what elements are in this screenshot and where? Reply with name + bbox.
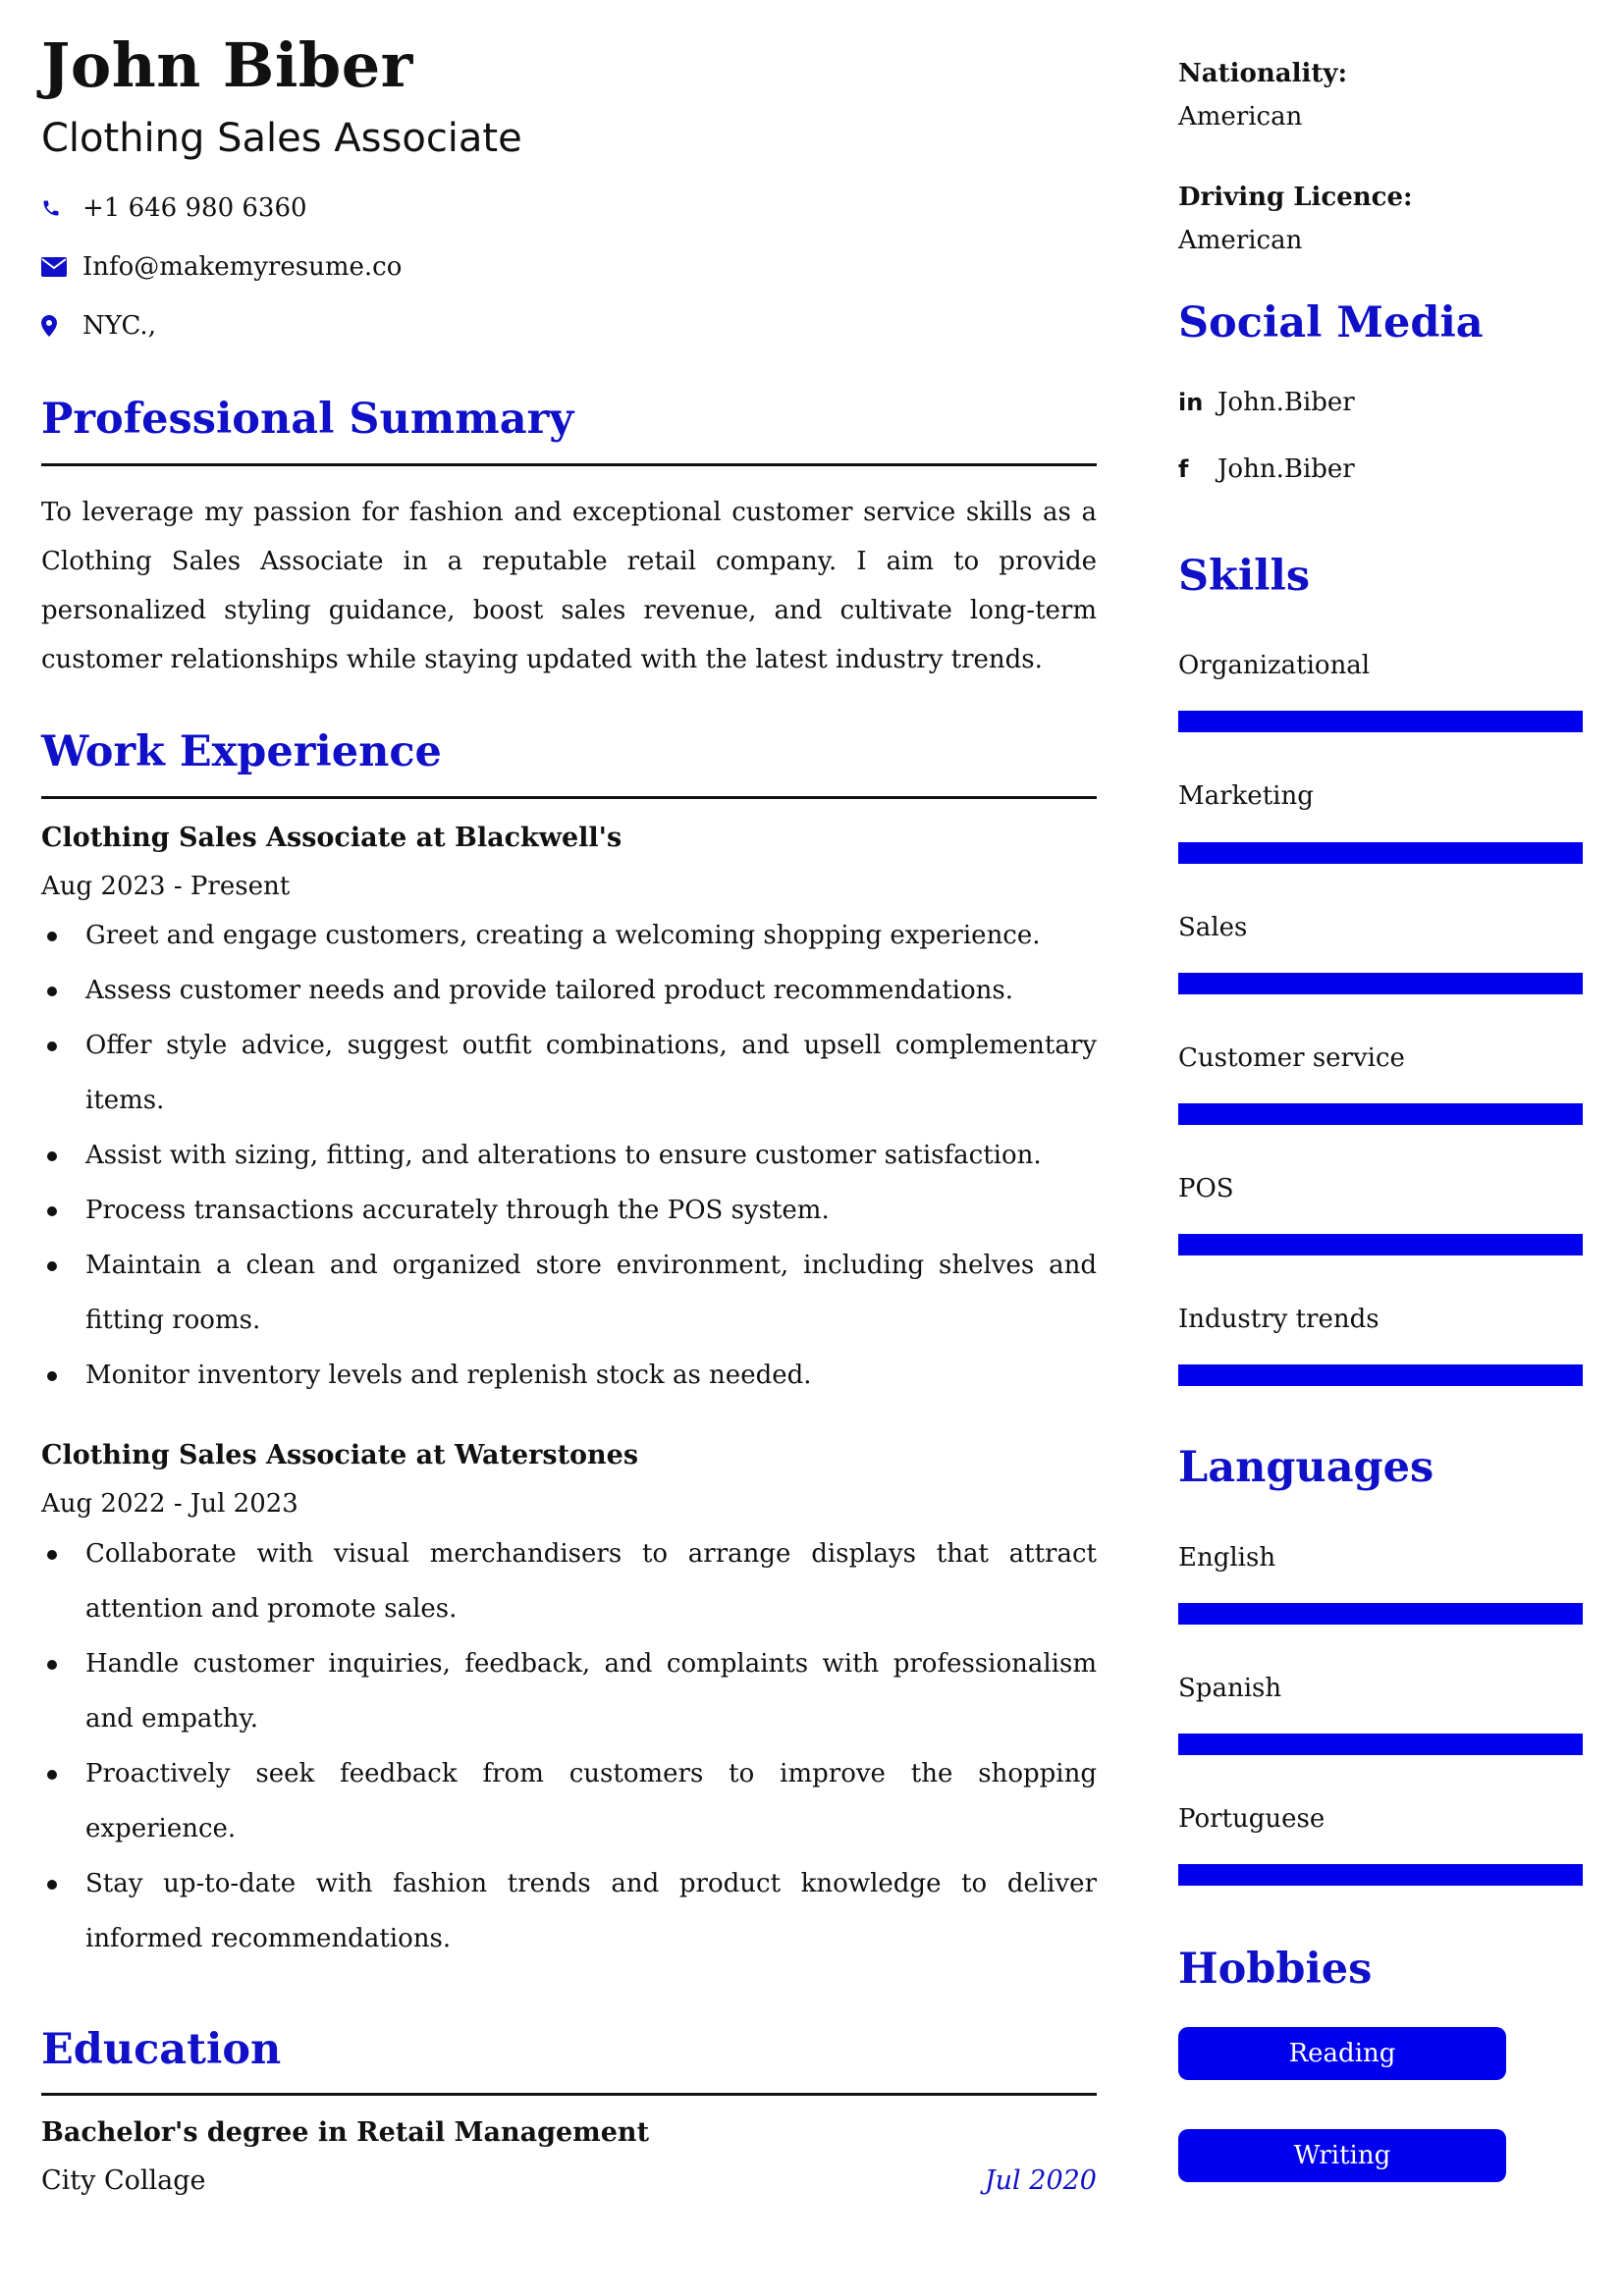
email-text: Info@makemyresume.co: [82, 252, 403, 283]
level-bar-fill: [1178, 842, 1583, 864]
envelope-icon: [41, 257, 82, 277]
level-bar: [1178, 1103, 1583, 1125]
skills-item: [1178, 651, 1583, 732]
job-title: Clothing Sales Associate: [41, 116, 522, 162]
job-duties-list: [41, 1526, 1097, 1966]
skills-heading: Skills: [1178, 551, 1311, 601]
list-item: Collaborate with visual merchandisers to arrange displays that attract attention and promote sales.: [41, 1526, 1097, 1636]
skills-item-name: Customer service: [1178, 1042, 1405, 1073]
section-divider: [41, 796, 1097, 799]
education-date: Jul 2020: [984, 2165, 1097, 2197]
languages-item-name: Spanish: [1178, 1674, 1282, 1704]
linkedin-icon: in: [1178, 388, 1204, 416]
linkedin-handle[interactable]: John.Biber: [1217, 387, 1355, 417]
skills-item-name: POS: [1178, 1173, 1234, 1203]
education-row: [41, 2165, 1097, 2196]
main-column: [41, 29, 1097, 2196]
level-bar: [1178, 1364, 1583, 1386]
nationality-value: American: [1178, 102, 1303, 132]
summary-text: To leverage my passion for fashion and exceptional customer service skills as a Clothing Sales Associate in a reputable retail company. I aim to provide personalized styling guidance, boost sales revenue, and cultivate long-term customer relationships while staying updated with the latest industry trends.: [41, 497, 1097, 674]
list-item: Offer style advice, suggest outfit combinations, and upsell complementary items.: [41, 1018, 1097, 1128]
list-item: Assess customer needs and provide tailored product recommendations.: [41, 963, 1097, 1018]
skills-item: [1178, 1305, 1583, 1386]
level-bar-fill: [1178, 1734, 1583, 1755]
skills-item-name: Marketing: [1178, 781, 1314, 812]
skills-item-name: Organizational: [1178, 651, 1371, 681]
facebook-icon: f: [1178, 454, 1189, 483]
level-bar: [1178, 973, 1583, 994]
experience-heading: Work Experience: [41, 726, 442, 776]
level-bar-fill: [1178, 973, 1583, 994]
education-degree: Bachelor's degree in Retail Management: [41, 2117, 650, 2149]
list-item: Maintain a clean and organized store environment, including shelves and fitting rooms.: [41, 1238, 1097, 1348]
phone-icon: [41, 198, 82, 218]
languages-item-name: Portuguese: [1178, 1804, 1325, 1835]
hobbies-list: [1178, 2027, 1583, 2182]
level-bar-fill: [1178, 1234, 1583, 1255]
education-school: City Collage: [41, 2165, 206, 2197]
languages-item-name: English: [1178, 1542, 1276, 1573]
location-text: NYC.,: [82, 311, 156, 342]
list-item: Monitor inventory levels and replenish stock as needed.: [41, 1348, 1097, 1403]
list-item: Handle customer inquiries, feedback, and complaints with professionalism and empathy.: [41, 1636, 1097, 1746]
candidate-name: John Biber: [41, 29, 413, 101]
skills-item: [1178, 1174, 1583, 1255]
section-divider: [41, 2093, 1097, 2096]
nationality-label: Nationality:: [1178, 59, 1348, 88]
list-item: Proactively seek feedback from customers to improve the shopping experience.: [41, 1746, 1097, 1856]
hobby-badge: Reading: [1178, 2027, 1506, 2080]
summary-heading: Professional Summary: [41, 395, 574, 445]
level-bar-fill: [1178, 1103, 1583, 1125]
level-bar-fill: [1178, 1864, 1583, 1886]
skills-item: [1178, 1043, 1583, 1125]
languages-item: [1178, 1804, 1583, 1886]
skills-list: [1178, 651, 1583, 1386]
level-bar-fill: [1178, 1603, 1583, 1625]
level-bar-fill: [1178, 1364, 1583, 1386]
languages-item: [1178, 1674, 1583, 1755]
map-pin-icon: [41, 315, 82, 337]
licence-label: Driving Licence:: [1178, 183, 1413, 212]
level-bar: [1178, 1234, 1583, 1255]
skills-item-name: Industry trends: [1178, 1305, 1380, 1335]
skills-item: [1178, 913, 1583, 994]
languages-list: [1178, 1543, 1583, 1887]
phone-text: +1 646 980 6360: [82, 193, 307, 224]
social-heading: Social Media: [1178, 298, 1484, 347]
social-facebook[interactable]: [1178, 436, 1583, 503]
contact-email: [41, 238, 1097, 296]
facebook-handle[interactable]: John.Biber: [1217, 454, 1355, 484]
job-entry-dates: Aug 2022 - Jul 2023: [41, 1489, 298, 1520]
job-entry-title: Clothing Sales Associate at Blackwell's: [41, 822, 622, 853]
level-bar-fill: [1178, 711, 1583, 732]
skills-item: [1178, 781, 1583, 863]
level-bar: [1178, 842, 1583, 864]
list-item: Greet and engage customers, creating a welcoming shopping experience.: [41, 908, 1097, 963]
job-duties-list: [41, 908, 1097, 1403]
social-linkedin[interactable]: [1178, 369, 1583, 436]
contact-phone: [41, 179, 1097, 238]
list-item: Assist with sizing, fitting, and alterations to ensure customer satisfaction.: [41, 1128, 1097, 1183]
list-item: Process transactions accurately through the POS system.: [41, 1183, 1097, 1238]
licence-value: American: [1178, 226, 1303, 255]
contact-location: [41, 296, 1097, 355]
languages-item: [1178, 1543, 1583, 1625]
level-bar: [1178, 1603, 1583, 1625]
level-bar: [1178, 1734, 1583, 1755]
job-entry-title: Clothing Sales Associate at Waterstones: [41, 1440, 639, 1471]
skills-item-name: Sales: [1178, 912, 1248, 942]
job-entry: [41, 821, 1097, 1403]
section-divider: [41, 463, 1097, 466]
hobbies-heading: Hobbies: [1178, 1945, 1373, 1995]
level-bar: [1178, 711, 1583, 732]
job-entry: [41, 1438, 1097, 1965]
hobby-badge: Writing: [1178, 2129, 1506, 2182]
job-entry-dates: Aug 2023 - Present: [41, 871, 291, 901]
sidebar: [1178, 59, 1583, 2182]
languages-heading: Languages: [1178, 1443, 1434, 1493]
education-heading: Education: [41, 2024, 282, 2074]
level-bar: [1178, 1864, 1583, 1886]
list-item: Stay up-to-date with fashion trends and product knowledge to deliver informed recommendations.: [41, 1856, 1097, 1966]
